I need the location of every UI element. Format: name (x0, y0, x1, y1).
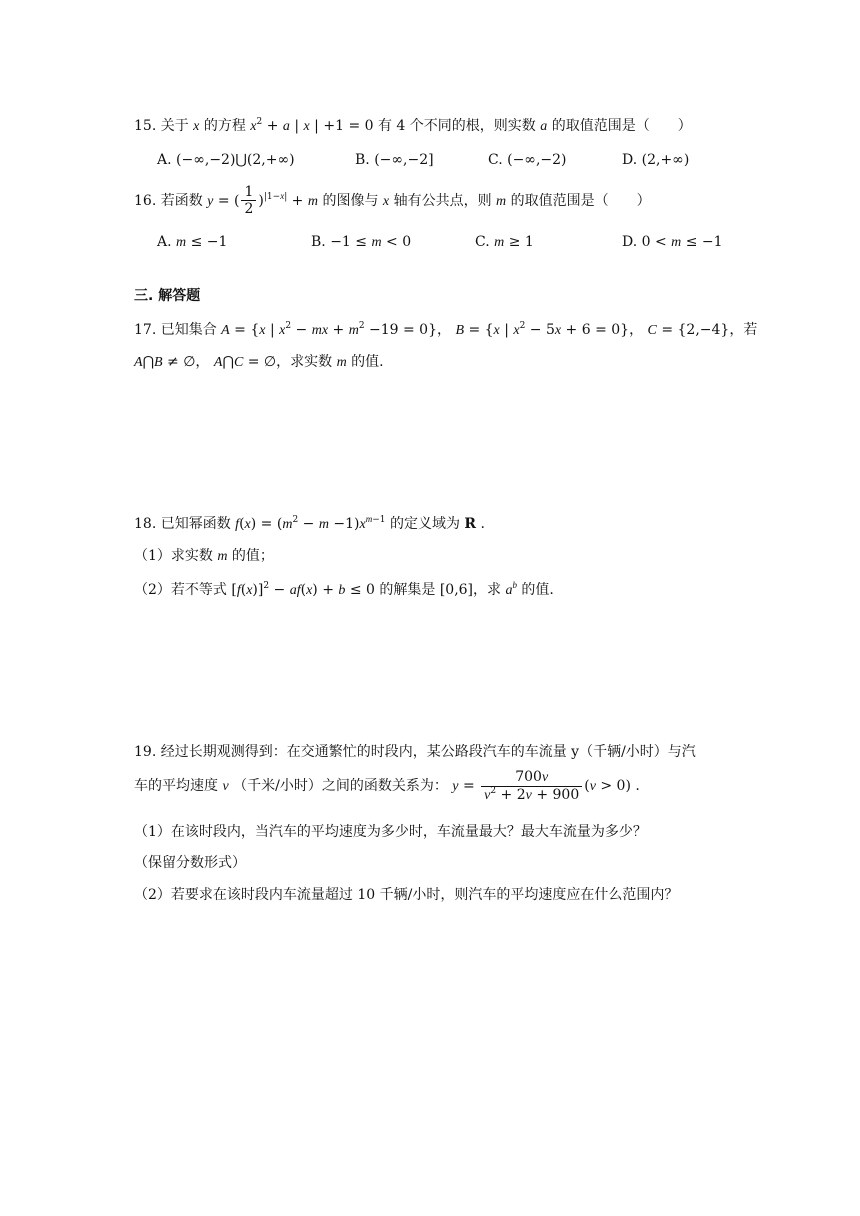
q18-part2: （2）若不等式 $[f(x)]^2 - af(x) + b \le 0$ 的解集是 [0,6]，求 $a^b$ 的值. (134, 580, 554, 598)
q16-option-a: A. m ≤ −1 (157, 234, 228, 250)
q15-option-b: B. (−∞,−2] (355, 152, 434, 168)
q19-part1-note: （保留分数形式） (134, 855, 246, 871)
q15-option-c: C. (−∞,−2) (488, 152, 567, 168)
q19-part1: （1）在该时段内，当汽车的平均速度为多少时，车流量最大？最大车流量为多少？ (134, 824, 647, 840)
q19-line2: 车的平均速度 v （千米/小时）之间的函数关系为： y = $\frac{700v}{v^2 + 2v + 900}$ (v > 0) . (134, 768, 640, 803)
q19-part2: （2）若要求在该时段内车流量超过 10 千辆/小时，则汽车的平均速度应在什么范围内？ (134, 887, 679, 903)
q17-line2: A⋂B ≠ ∅， A⋂C = ∅，求实数 m 的值. (134, 354, 384, 370)
q15-option-d: D. (2,+∞) (622, 152, 690, 168)
q16-option-d: D. 0 < m ≤ −1 (622, 234, 723, 250)
q16-option-b: B. −1 ≤ m < 0 (311, 234, 412, 250)
section-title: 三. 解答题 (134, 288, 201, 304)
q16-stem: 16. 若函数 y = ( $\frac{1}{2}$ )$^{|1-x|}$ + m 的图像与 x 轴有公共点，则 m 的取值范围是（ ） (134, 184, 651, 217)
q15-stem: 15. 关于 x 的方程 $x^2 + a$ | x | +1 = 0 有 4 个不同的根，则实数 a 的取值范围是（ ） (134, 117, 692, 134)
q19-line1: 19. 经过长期观测得到：在交通繁忙的时段内，某公路段汽车的车流量 y（千辆/小时）与汽 (134, 744, 696, 760)
q15-option-a: A. (−∞,−2)⋃(2,+∞) (157, 152, 295, 168)
q18-part1: （1）求实数 m 的值； (134, 548, 274, 564)
q16-option-c: C. m ≥ 1 (475, 234, 534, 250)
q17-line1: 17. 已知集合 A = {x | $x^2$ − mx + $m^2 -19 = 0$}， B = {x | $x^2 - 5x + 6 = 0$}， C = {2,−4}，若 (134, 321, 758, 338)
q18-stem: 18. 已知幂函数 $f(x) = (m^2 - m -1)x^{m-1}$ 的定义域为 R . (134, 514, 485, 532)
